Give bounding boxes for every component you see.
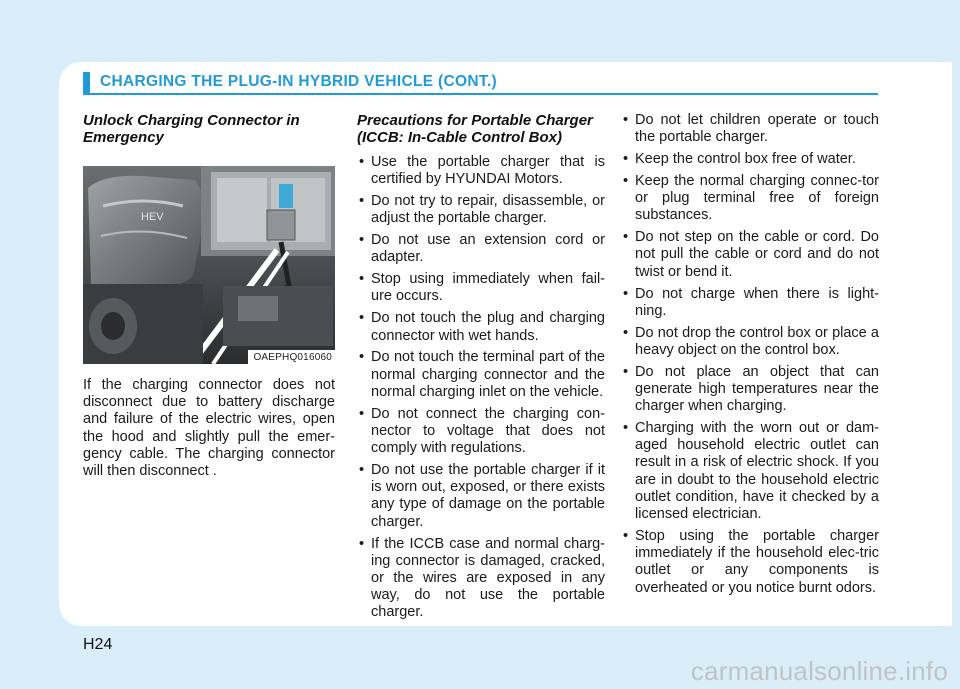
column-emergency-unlock bbox=[83, 112, 335, 480]
page-number: H24 bbox=[83, 636, 113, 653]
section-accent-bar bbox=[83, 72, 90, 93]
bullet-icon: • bbox=[359, 462, 365, 479]
bullet-icon: • bbox=[359, 349, 365, 366]
figure-caption: OAEPHQ016060 bbox=[248, 350, 335, 364]
bullet-icon: • bbox=[623, 324, 629, 341]
bullet-icon: • bbox=[359, 154, 365, 170]
bullet-icon: • bbox=[623, 112, 629, 128]
list-item: • Do not connect the charging con-nector to voltage that does not comply with regulations. bbox=[359, 405, 605, 457]
precautions-list-continued bbox=[621, 112, 879, 597]
section-rule bbox=[83, 93, 878, 95]
bullet-icon: • bbox=[623, 285, 629, 302]
precautions-list bbox=[357, 154, 605, 622]
emergency-paragraph: If the charging connector does not disconnect due to battery discharge and failure of the electric wires, open the hood and slightly pull the emer-gency cable. The charging connector will then disconnect . bbox=[83, 377, 335, 480]
list-item: • Do not use an extension cord or adapter. bbox=[359, 232, 605, 266]
bullet-icon: • bbox=[623, 420, 629, 437]
list-item: • If the ICCB case and normal charg-ing connector is damaged, cracked, or the wires are exposed in any way, do not use the portable charger. bbox=[359, 535, 605, 621]
list-item: • Do not drop the control box or place a heavy object on the control box. bbox=[623, 324, 879, 358]
section-title: CHARGING THE PLUG-IN HYBRID VEHICLE (CONT.) bbox=[100, 73, 497, 90]
bullet-icon: • bbox=[359, 535, 365, 552]
heading-precautions: Precautions for Portable Charger (ICCB: In-Cable Control Box) bbox=[357, 112, 593, 146]
list-item: • Do not let children operate or touch the portable charger. bbox=[623, 112, 879, 146]
list-item: • Keep the control box free of water. bbox=[623, 151, 856, 168]
watermark: carmanualsonline.info bbox=[690, 656, 948, 686]
bullet-icon: • bbox=[623, 527, 629, 544]
bullet-icon: • bbox=[623, 363, 629, 380]
bullet-icon: • bbox=[359, 232, 365, 249]
engine-bay-photo-icon bbox=[83, 166, 335, 364]
bullet-icon: • bbox=[623, 172, 629, 189]
list-item: • Do not charge when there is light-ning. bbox=[623, 285, 879, 319]
column-precautions-continued bbox=[621, 112, 879, 601]
list-item: • Do not place an object that can generate high temperatures near the charger when charging. bbox=[623, 363, 879, 415]
list-item: • Stop using the portable charger immediately if the household elec-tric outlet or any components is overheated or you notice burnt odors. bbox=[623, 527, 879, 596]
list-item: • Do not use the portable charger if it is worn out, exposed, or there exists any type of damage on the portable charger. bbox=[359, 462, 605, 530]
list-item: • Do not touch the plug and charging connector with wet hands. bbox=[359, 310, 605, 344]
list-item: • Stop using immediately when fail-ure occurs. bbox=[359, 271, 605, 305]
hev-label: HEV bbox=[141, 211, 164, 223]
bullet-icon: • bbox=[359, 310, 365, 327]
list-item: • Charging with the worn out or dam-aged household electric outlet can result in a risk of electric shock. If you are in doubt to the household electric outlet condition, have it checked by a licensed electrician. bbox=[623, 420, 879, 523]
bullet-icon: • bbox=[623, 229, 629, 246]
column-precautions bbox=[357, 112, 605, 626]
list-item: • Do not step on the cable or cord. Do not pull the cable or cord and do not twist or bend it. bbox=[623, 229, 879, 280]
bullet-icon: • bbox=[359, 405, 365, 422]
list-item: • Keep the normal charging connec-tor or plug terminal free of foreign substances. bbox=[623, 172, 879, 224]
list-item: • Do not try to repair, disassemble, or adjust the portable charger. bbox=[359, 193, 605, 227]
bullet-icon: • bbox=[359, 193, 365, 210]
list-item: • Do not touch the terminal part of the normal charging connector and the normal charging inlet on the vehicle. bbox=[359, 349, 605, 400]
bullet-icon: • bbox=[359, 271, 365, 288]
engine-bay-illustration bbox=[83, 166, 335, 364]
heading-unlock-connector: Unlock Charging Connector in Emergency bbox=[83, 112, 300, 146]
list-item: • Use the portable charger that is certified by HYUNDAI Motors. bbox=[359, 154, 605, 188]
bullet-icon: • bbox=[623, 151, 629, 168]
